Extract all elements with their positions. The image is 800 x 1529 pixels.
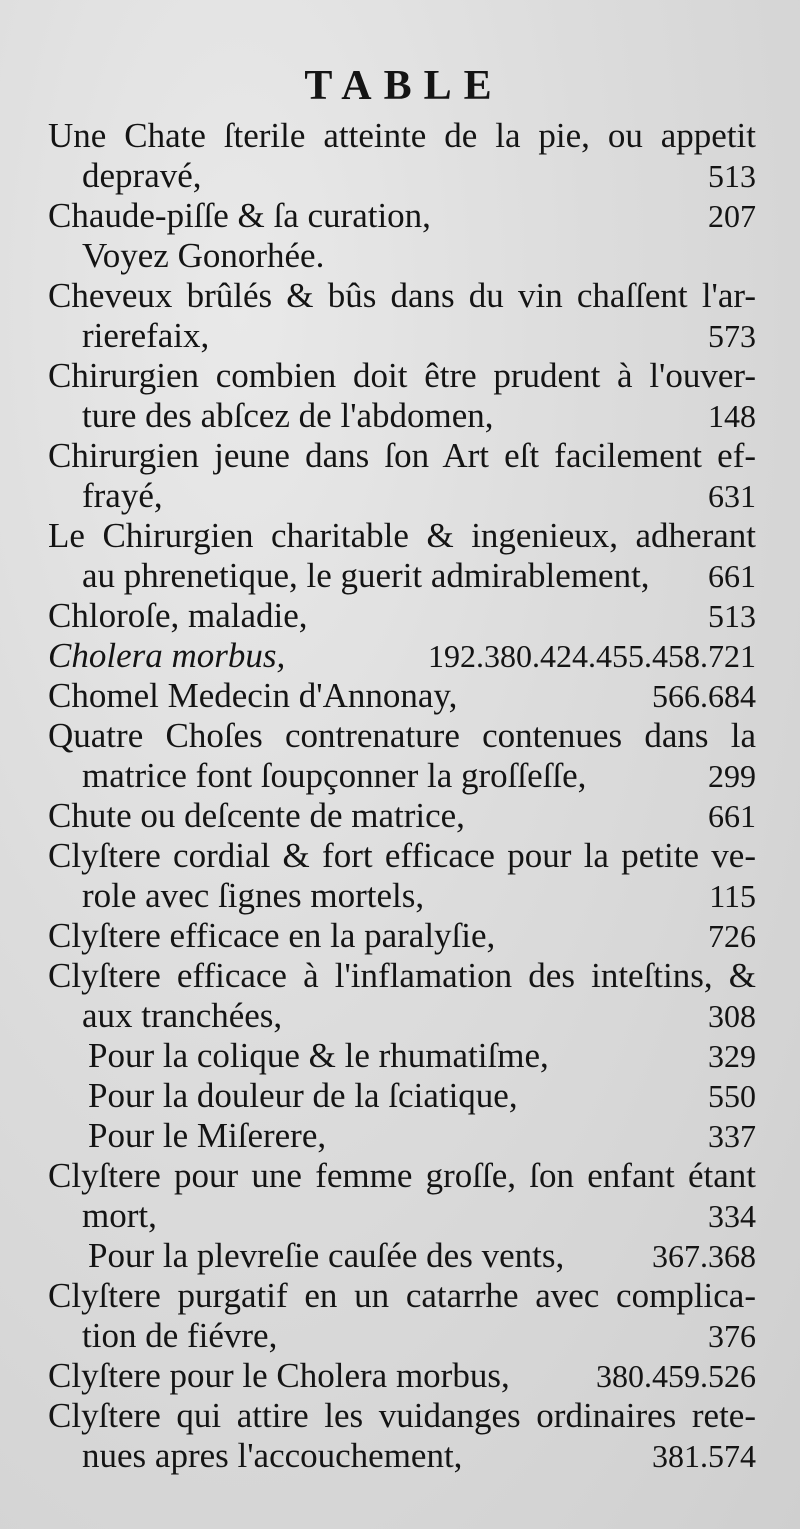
entry-text: Clyſtere pour une femme groſſe, ſon enfant étant xyxy=(48,1156,756,1195)
page-number: 334 xyxy=(708,1198,756,1234)
page-number: 329 xyxy=(708,1038,756,1074)
page-number: 308 xyxy=(708,998,756,1034)
index-entry xyxy=(48,916,756,956)
index-entry xyxy=(48,716,756,796)
index-entry xyxy=(48,1396,756,1476)
page-number: 207 xyxy=(708,198,756,234)
entry-text: Clyſtere pour le Cholera morbus, xyxy=(48,1356,510,1395)
entry-text: role avec ſignes mortels, xyxy=(82,876,425,915)
entry-text: ture des abſcez de l'abdomen, xyxy=(82,396,494,435)
index-subentry xyxy=(48,1116,756,1156)
entry-text: nues apres l'accouchement, xyxy=(82,1436,463,1475)
entry-text: Clyſtere efficace à l'inflamation des inteſtins, & xyxy=(48,956,756,995)
index-entry xyxy=(48,516,756,596)
entry-text: depravé, xyxy=(82,156,202,195)
entry-text: aux tranchées, xyxy=(82,996,283,1035)
entry-text: Chomel Medecin d'Annonay, xyxy=(48,676,458,715)
entry-text: Chirurgien jeune dans ſon Art eſt facilement ef- xyxy=(48,436,756,475)
entry-text-italic: Cholera morbus, xyxy=(48,636,286,675)
page-number: 726 xyxy=(708,918,756,954)
index-entry xyxy=(48,196,756,236)
entry-text: Cheveux brûlés & bûs dans du vin chaſſent l'ar- xyxy=(48,276,756,315)
index-subentry xyxy=(48,1036,756,1076)
entry-text: Le Chirurgien charitable & ingenieux, adherant xyxy=(48,516,756,555)
entry-text: Clyſtere efficace en la paralyſie, xyxy=(48,916,496,955)
page-number: 381.574 xyxy=(652,1438,756,1474)
index-subentry xyxy=(48,1076,756,1116)
page-number: 115 xyxy=(709,878,756,914)
entry-text: Une Chate ſterile atteinte de la pie, ou appetit xyxy=(48,116,756,155)
page-number: 566.684 xyxy=(652,678,756,714)
index-entry xyxy=(48,676,756,716)
entry-text xyxy=(48,636,414,676)
entry-text: Pour la colique & le rhumatiſme, xyxy=(88,1036,549,1075)
entry-text: au phrenetique, le guerit admirablement, xyxy=(82,556,650,595)
page-number: 148 xyxy=(708,398,756,434)
entry-text: Chirurgien combien doit être prudent à l'ouver- xyxy=(48,356,756,395)
index-entry xyxy=(48,1276,756,1356)
index-subentry xyxy=(48,1236,756,1276)
entry-text: Voyez Gonorhée. xyxy=(82,236,325,275)
page-number: 192.380.424.455.458.721 xyxy=(428,638,756,674)
index-entry xyxy=(48,636,756,676)
index-entries xyxy=(48,116,756,1476)
entry-text: mort, xyxy=(82,1196,157,1235)
index-entry xyxy=(48,836,756,916)
page-number: 299 xyxy=(708,758,756,794)
entry-text: Chaude-piſſe & ſa curation, xyxy=(48,196,431,235)
page-number: 376 xyxy=(708,1318,756,1354)
index-entry xyxy=(48,356,756,436)
page-title: TABLE xyxy=(304,63,504,109)
entry-text: Pour la douleur de la ſciatique, xyxy=(88,1076,518,1115)
index-entry xyxy=(48,596,756,636)
entry-text: tion de fiévre, xyxy=(82,1316,278,1355)
page-number: 573 xyxy=(708,318,756,354)
entry-text: Clyſtere qui attire les vuidanges ordinaires rete- xyxy=(48,1396,756,1435)
index-entry xyxy=(48,956,756,1036)
entry-text: Clyſtere purgatif en un catarrhe avec complica- xyxy=(48,1276,756,1315)
index-entry xyxy=(48,236,756,276)
page-number: 367.368 xyxy=(652,1238,756,1274)
index-entry xyxy=(48,276,756,356)
entry-text: Quatre Choſes contrenature contenues dans la xyxy=(48,716,756,755)
entry-text: Pour la plevreſie cauſée des vents, xyxy=(88,1236,565,1275)
entry-text: frayé, xyxy=(82,476,163,515)
page-number: 631 xyxy=(708,478,756,514)
entry-text: Clyſtere cordial & fort efficace pour la petite ve- xyxy=(48,836,756,875)
page-number: 661 xyxy=(708,798,756,834)
page-number: 661 xyxy=(708,558,756,594)
page-number: 513 xyxy=(708,598,756,634)
page-number: 337 xyxy=(708,1118,756,1154)
index-entry xyxy=(48,1356,756,1396)
entry-text: matrice font ſoupçonner la groſſeſſe, xyxy=(82,756,587,795)
page-number: 513 xyxy=(708,158,756,194)
index-entry xyxy=(48,796,756,836)
index-entry xyxy=(48,1156,756,1236)
page-number: 380.459.526 xyxy=(596,1358,756,1394)
entry-text: Chloroſe, maladie, xyxy=(48,596,308,635)
page-number: 550 xyxy=(708,1078,756,1114)
index-entry xyxy=(48,116,756,196)
entry-text: rierefaix, xyxy=(82,316,210,355)
index-entry xyxy=(48,436,756,516)
entry-text: Chute ou deſcente de matrice, xyxy=(48,796,465,835)
entry-text: Pour le Miſerere, xyxy=(88,1116,327,1155)
